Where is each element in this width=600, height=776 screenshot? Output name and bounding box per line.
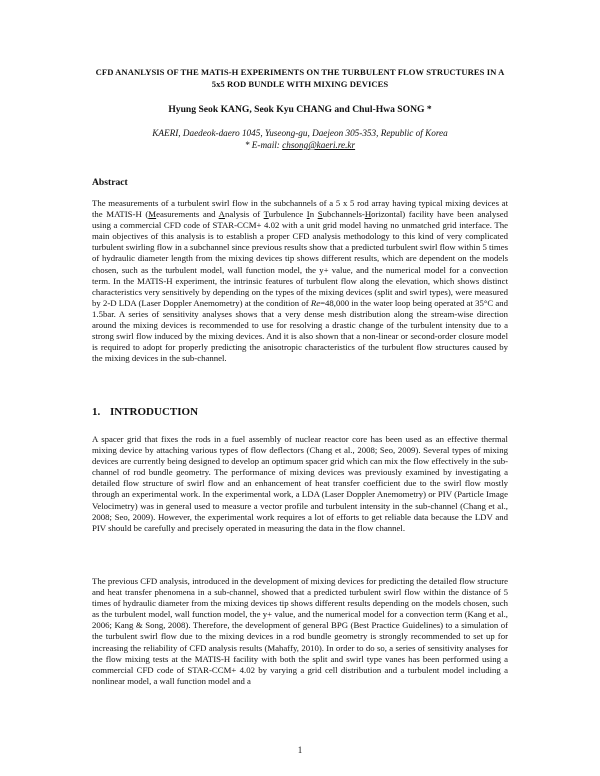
author-list: Hyung Seok KANG, Seok Kyu CHANG and Chul-Hwa SONG * bbox=[168, 104, 432, 115]
introduction-paragraph-2: The previous CFD analysis, introduced in the development of mixing devices for predicting the detailed flow structure and heat transfer phenomena in a sub-channel, showed that a predicted turbulent swirl flow within the distance of 5 times of hydraulic diameter from the mixing devices tip shows different results depending on the models chosen, such as the turbulent model, wall function model, the y+ value, and the numerical model for a convection term (Kang et al., 2006; Kang & Song, 2008). Therefore, the development of general BPG (Best Practice Guidelines) to a simulation of the turbulent swirl flow due to the mixing devices in a rod bundle geometry is strongly recommended to set up for increasing the reliability of CFD analysis results (Mahaffy, 2010). In order to do so, a series of sensitivity analyses for the flow mixing tests at the MATIS-H facility with both the split and swirl type vanes has been performed using a commercial CFD code of STAR-CCM+ 4.02 by varying a grid cell distribution and a turbulent model including a nonlinear model, a wall function model and a bbox=[92, 576, 508, 686]
introduction-paragraph-1: A spacer grid that fixes the rods in a fuel assembly of nuclear reactor core has been used as an effective thermal mixing device by attaching various types of flow deflectors (Chang et al., 2008; Seo, 2009). Several types of mixing devices are currently being designed to develop an optimum spacer grid which can mix the flow effectively in the sub-channel of rod bundle geometry. The performance of mixing devices was previously examined by investigating a detailed flow structure of swirl flow and an enhancement of heat transfer coefficient due to the swirl flow mostly through an experimental work. In the experimental work, a LDA (Laser Doppler Anemometry) or PIV (Particle Image Velocimetry) was in general used to measure a vector profile and turbulent intensity in the sub-channel (Chang et al., 2008; Seo, 2009). However, the experimental work requires a lot of efforts to get reliable data because the LDV and PIV should be carefully and precisely operated in measuring the data in the flow channel. bbox=[92, 434, 508, 533]
section-title: INTRODUCTION bbox=[110, 406, 199, 418]
acronym-word-part: easurements and bbox=[156, 209, 219, 220]
section-number: 1. bbox=[92, 406, 101, 418]
affiliation-block bbox=[90, 127, 510, 151]
acronym-word-part: ubchannels- bbox=[322, 209, 365, 220]
section-heading-introduction bbox=[92, 405, 198, 419]
acronym-letter-i: I bbox=[306, 209, 310, 220]
email-link[interactable]: chsong@kaeri.re.kr bbox=[282, 140, 356, 150]
acronym-word-part: n bbox=[309, 209, 318, 220]
page-number: 1 bbox=[297, 745, 303, 755]
acronym-letter-a: A bbox=[218, 209, 225, 220]
reynolds-symbol: Re bbox=[310, 297, 321, 308]
acronym-word-part: nalysis of bbox=[225, 209, 264, 220]
acronym-letter-s: S bbox=[317, 209, 323, 220]
acronym-word-part: orizontal bbox=[371, 209, 403, 220]
acronym-word-part: urbulence bbox=[268, 209, 307, 220]
abstract-text-middle: ) facility have been analysed using a commercial CFD code of STAR-CCM+ 4.02 with a unit grid model having no unmatched grid interface. The main objectives of this analysis is to establish a proper CFD analysis methodology to this kind of very complicated turbulent swirling flow in a subchannel since previous results show that a predicted turbulent swirl flow within 5 times of hydraulic diameter length from the mixing devices tip shows different results, which are dependent on the models chosen, such as the turbulent model, wall function model, the y+ value, and the numerical model for a convection term. In the MATIS-H experiment, the intrinsic features of turbulent flow along the elevation, which shows distinct characteristics very sensitively by depending on the types of the mixing devices (split and swirl types), were measured by 2-D LDA (Laser Doppler Anemometry) at the condition of bbox=[92, 209, 509, 308]
abstract-heading: Abstract bbox=[92, 177, 128, 188]
affiliation-address: KAERI, Daedeok-daero 1045, Yuseong-gu, Daejeon 305-353, Republic of Korea bbox=[152, 128, 448, 138]
paper-title: CFD ANANLYSIS OF THE MATIS-H EXPERIMENTS ON THE TURBULENT FLOW STRUCTURES IN A 5x5 ROD BUNDLE WITH MIXING DEVICES bbox=[95, 67, 505, 89]
acronym-letter-h: H bbox=[364, 209, 372, 220]
acronym-letter-m: M bbox=[148, 209, 157, 220]
abstract-text-start: The measurements of a turbulent swirl flow in the subchannels of a 5 x 5 rod array having typical mixing devices at the MATIS-H ( bbox=[92, 198, 508, 220]
acronym-letter-t: T bbox=[263, 209, 269, 220]
abstract-paragraph bbox=[92, 198, 508, 364]
email-label: * E-mail: bbox=[244, 140, 280, 150]
abstract-text-end: =48,000 in the water loop being operated at 35°C and 1.5bar. A series of sensitivity analyses shows that a very dense mesh distribution along the stream-wise direction around the mixing devices is recommended to use for resolving a drastic change of the turbulent intensity due to a strong swirl flow induced by the mixing devices. And it is also shown that a non-linear or second-order closure model is required to adopt for properly predicting the anisotropic characteristics of the turbulent flow structures caused by the mixing devices in the sub-channel. bbox=[92, 297, 508, 364]
email-line bbox=[90, 139, 510, 151]
